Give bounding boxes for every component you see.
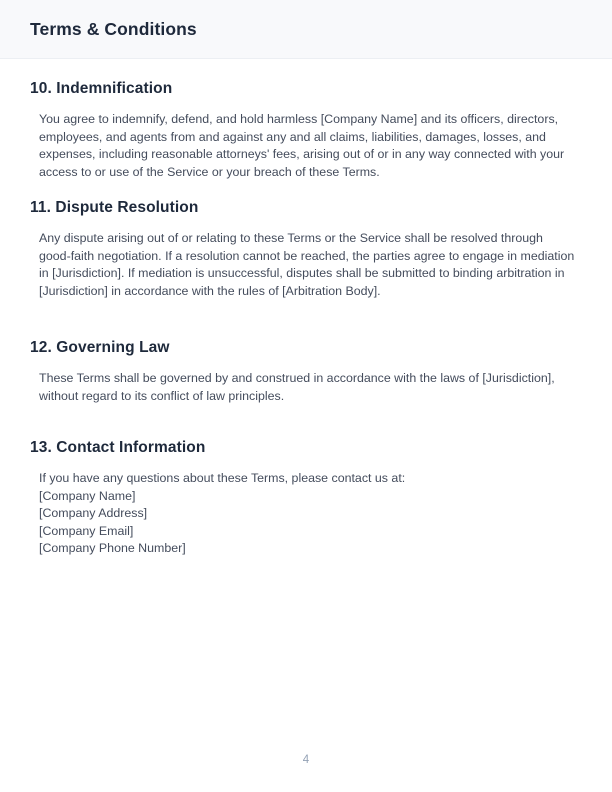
section-paragraph: Any dispute arising out of or relating to these Terms or the Service shall be resolved through good-faith negotiation. If a resolution cannot be reached, the parties agree to engage in mediation in [Jurisdiction]. If mediation is unsuccessful, disputes shall be submitted to binding arbitration in [Jurisdiction] in accordance with the rules of [Arbitration Body].	[39, 231, 575, 298]
document-header	[0, 0, 612, 59]
section-governing-law	[30, 338, 586, 405]
contact-company-email: [Company Email]	[39, 523, 134, 538]
page-number: 4	[302, 754, 310, 766]
section-indemnification	[30, 79, 586, 181]
contact-company-name: [Company Name]	[39, 488, 136, 503]
page-title: Terms & Conditions	[30, 18, 197, 39]
contact-details	[30, 470, 576, 558]
section-heading: 10. Indemnification	[30, 80, 173, 97]
section-heading: 13. Contact Information	[30, 439, 206, 456]
section-dispute-resolution	[30, 198, 586, 300]
contact-intro-line: If you have any questions about these Terms, please contact us at:	[39, 471, 406, 485]
section-heading: 12. Governing Law	[30, 339, 170, 356]
section-heading: 11. Dispute Resolution	[30, 199, 199, 216]
contact-company-phone: [Company Phone Number]	[39, 541, 186, 555]
section-paragraph: These Terms shall be governed by and construed in accordance with the laws of [Jurisdiction], without regard to its conflict of law principles.	[39, 371, 555, 403]
section-paragraph: You agree to indemnify, defend, and hold harmless [Company Name] and its officers, directors, employees, and agents from and against any and all claims, liabilities, damages, losses, and expenses, including reasonable attorneys' fees, arising out of or in any way connected with your access to or use of the Service or your breach of these Terms.	[39, 112, 565, 179]
document-content	[0, 79, 612, 558]
contact-company-address: [Company Address]	[39, 506, 148, 520]
section-contact-information	[30, 438, 586, 558]
